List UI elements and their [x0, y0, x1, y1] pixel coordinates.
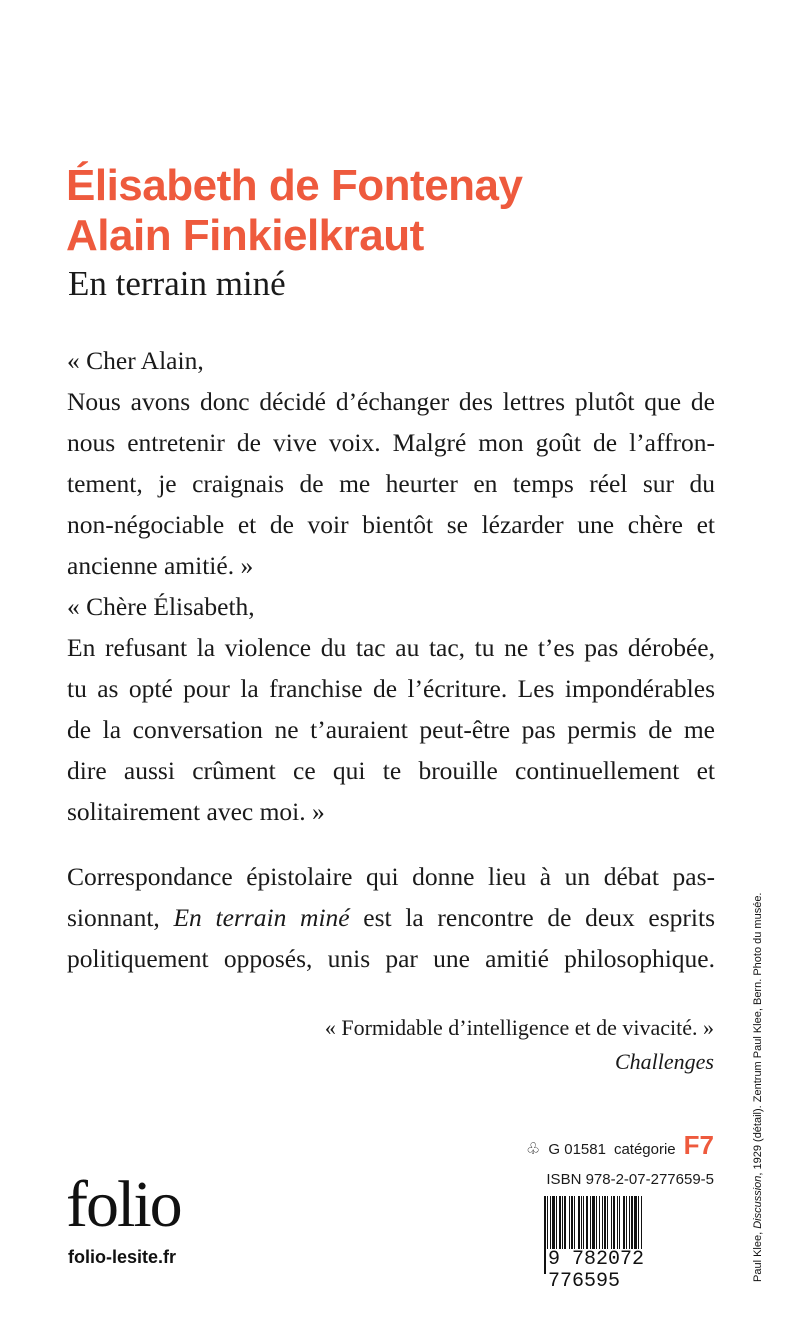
book-title: En terrain miné: [68, 264, 286, 303]
series-row: [526, 1132, 714, 1165]
book-summary: [67, 856, 715, 979]
letter-line: ancienne amitié. »: [67, 551, 254, 580]
letter-line: En refusant la violence du tac au tac, tu ne t’es pas dérobée,: [67, 633, 715, 662]
publisher-website: folio-lesite.fr: [68, 1247, 177, 1267]
barcode-number: 9 782072 776595: [546, 1249, 718, 1293]
cover-art-credit: [752, 893, 764, 1283]
press-quote: [325, 1011, 714, 1079]
letter-line: tu as opté pour la franchise de l’écriture. Les impondérables: [67, 674, 715, 703]
series-code: G 01581: [548, 1141, 606, 1158]
author-name-2: Alain Finkielkraut: [66, 211, 424, 260]
letter-line: solitairement avec moi. »: [67, 797, 325, 826]
isbn: ISBN 978-2-07-277659-5: [546, 1171, 714, 1188]
letter-line: de la conversation ne t’auraient peut-être pas permis de me: [67, 715, 715, 744]
summary-line: politiquement opposés, unis par une amitié philosophique.: [67, 944, 715, 973]
press-quote-source: Challenges: [615, 1049, 714, 1074]
credit-work-title: Discussion: [752, 1175, 764, 1229]
category-code: F7: [683, 1130, 714, 1160]
letter-line: tement, je craignais de me heurter en temps réel sur du: [67, 469, 715, 498]
letter-line: « Chère Élisabeth,: [67, 592, 255, 621]
summary-line: Correspondance épistolaire qui donne lieu à un débat pas-: [67, 862, 715, 891]
summary-line: [67, 897, 715, 938]
summary-text: sionnant,: [67, 903, 174, 932]
letter-line: dire aussi crûment ce qui te brouille continuellement et: [67, 756, 715, 785]
credit-details: , 1929 (détail). Zentrum Paul Klee, Bern. Photo du musée.: [752, 892, 764, 1176]
letter-line: « Cher Alain,: [67, 346, 204, 375]
letters-excerpt: [67, 340, 715, 832]
summary-text: est la rencontre de deux esprits: [349, 903, 715, 932]
letter-line: non-négociable et de voir bientôt se lézarder une chère et: [67, 510, 715, 539]
gallimard-mark-icon: ♧: [526, 1141, 541, 1158]
category-label: catégorie: [613, 1141, 676, 1158]
credit-artist: Paul Klee,: [752, 1228, 764, 1282]
letter-line: nous entretenir de vive voix. Malgré mon goût de l’affron-: [67, 428, 715, 457]
folio-logo: folio: [66, 1168, 181, 1241]
author-name-1: Élisabeth de Fontenay: [66, 161, 523, 210]
summary-book-title: En terrain miné: [173, 903, 350, 932]
letter-line: Nous avons donc décidé d’échanger des lettres plutôt que de: [67, 387, 715, 416]
press-quote-text: « Formidable d’intelligence et de vivacité. »: [324, 1015, 714, 1040]
catalog-codes: [526, 1132, 714, 1195]
